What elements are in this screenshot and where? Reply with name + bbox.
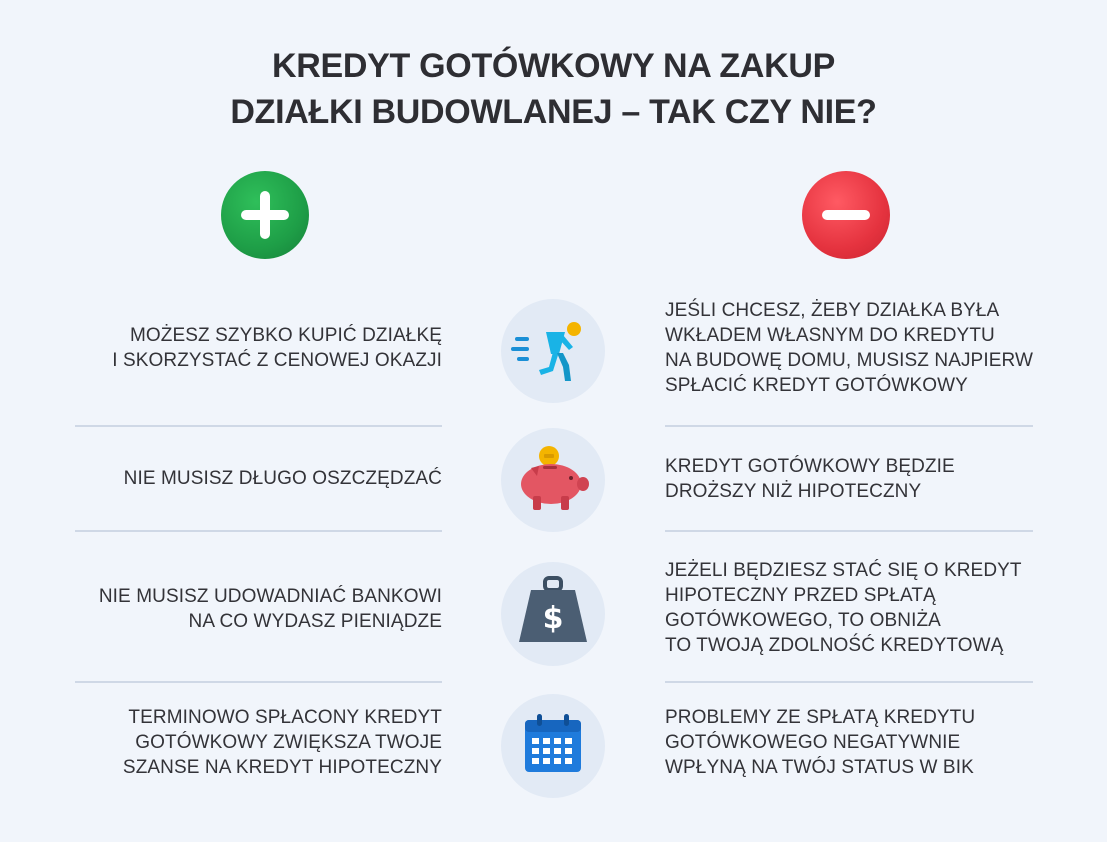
pro-text-3 [42,584,442,634]
con-2-line-1: KREDYT GOTÓWKOWY BĘDZIE [665,456,955,477]
con-1-line-3: NA BUDOWĘ DOMU, MUSISZ NAJPIERW [665,350,1033,371]
calendar-icon [501,694,605,798]
pro-1-line-2: I SKORZYSTAĆ Z CENOWEJ OKAZJI [112,350,442,371]
title-line-2: DZIAŁKI BUDOWLANEJ – TAK CZY NIE? [230,93,877,131]
con-1-line-2: WKŁADEM WŁASNYM DO KREDYTU [665,325,995,346]
svg-text:$: $ [542,601,564,636]
minus-icon [802,171,890,259]
con-4-line-2: GOTÓWKOWEGO NEGATYWNIE [665,732,961,753]
con-text-4 [665,705,1085,780]
pro-3-line-1: NIE MUSISZ UDOWADNIAĆ BANKOWI [98,586,442,607]
plus-icon [221,171,309,259]
title-line-1: KREDYT GOTÓWKOWY NA ZAKUP [272,47,835,85]
divider [75,681,442,683]
pro-text-2 [42,466,442,491]
con-4-line-1: PROBLEMY ZE SPŁATĄ KREDYTU [665,707,976,728]
pro-3-line-2: NA CO WYDASZ PIENIĄDZE [188,611,442,632]
con-1-line-4: SPŁACIĆ KREDYT GOTÓWKOWY [665,375,968,396]
pro-1-line-1: MOŻESZ SZYBKO KUPIĆ DZIAŁKĘ [129,325,442,346]
divider [665,681,1033,683]
divider [665,425,1033,427]
con-text-1 [665,298,1085,398]
pro-2-line-1: NIE MUSISZ DŁUGO OSZCZĘDZAĆ [123,468,442,489]
con-3-line-4: TO TWOJĄ ZDOLNOŚĆ KREDYTOWĄ [665,635,1004,656]
pro-4-line-2: GOTÓWKOWY ZWIĘKSZA TWOJE [135,732,442,753]
divider [75,425,442,427]
divider [665,530,1033,532]
pro-text-1 [42,323,442,373]
pro-4-line-1: TERMINOWO SPŁACONY KREDYT [128,707,442,728]
page-title [0,43,1107,135]
con-3-line-2: HIPOTECZNY PRZED SPŁATĄ [665,585,936,606]
pro-4-line-3: SZANSE NA KREDYT HIPOTECZNY [122,757,442,778]
con-text-2 [665,454,1085,504]
money-weight-icon [501,562,605,666]
piggy-bank-icon [501,428,605,532]
con-3-line-1: JEŻELI BĘDZIESZ STAĆ SIĘ O KREDYT [665,560,1022,581]
con-text-3 [665,558,1085,658]
running-person-icon [501,299,605,403]
con-2-line-2: DROŻSZY NIŻ HIPOTECZNY [665,481,922,502]
divider [75,530,442,532]
con-1-line-1: JEŚLI CHCESZ, ŻEBY DZIAŁKA BYŁA [665,300,1000,321]
pro-text-4 [42,705,442,780]
con-3-line-3: GOTÓWKOWEGO, TO OBNIŻA [665,610,941,631]
con-4-line-3: WPŁYNĄ NA TWÓJ STATUS W BIK [665,757,974,778]
